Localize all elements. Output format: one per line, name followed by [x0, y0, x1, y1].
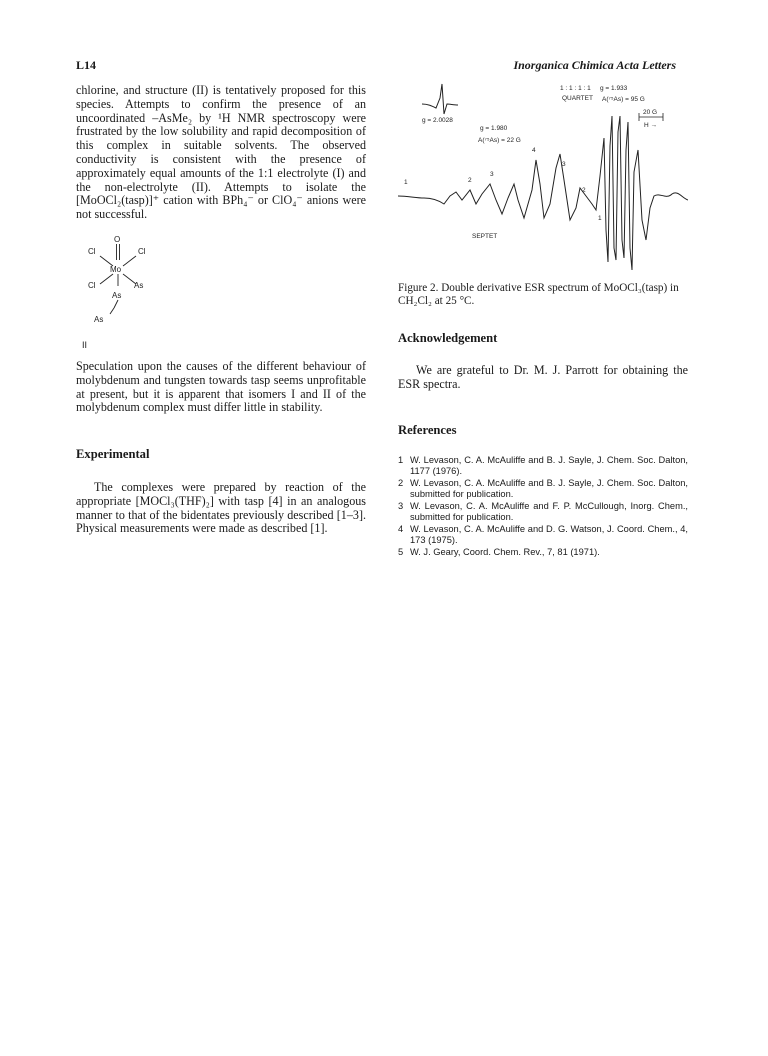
peak-label-3: 3 [490, 171, 494, 178]
peak-label-1: 1 [404, 179, 408, 186]
structure-as-1: As [134, 281, 144, 290]
paragraph-experimental: The complexes were prepared by reaction of the appropriate [MOCl₃(THF)₂] with tasp [4] in an analogous manner to that of the bidentates previously described [1–3]. Physical measurements were made as described [1]. [76, 479, 366, 536]
spectrum-trace [398, 116, 688, 270]
esr-spectrum-figure [398, 80, 688, 280]
label-a-22g: A(⁷⁵As) = 22 G [478, 137, 521, 144]
label-field-direction: H → [644, 122, 657, 129]
label-scale-20g: 20 G [643, 109, 658, 116]
peak-label-2: 2 [468, 177, 472, 184]
acknowledgement-text: We are grateful to Dr. M. J. Parrott for obtaining the ESR spectra. [398, 362, 688, 391]
reference-text: W. Levason, C. A. McAuliffe and B. J. Sayle, J. Chem. Soc. Dalton, 1177 (1976). [410, 455, 688, 477]
reference-text: W. J. Geary, Coord. Chem. Rev., 7, 81 (1971). [410, 547, 600, 558]
reference-signal-trace [422, 84, 458, 114]
reference-item [398, 478, 688, 500]
label-g-2-0028: g = 2.0028 [422, 117, 453, 124]
peak-label-3b: 3 [562, 161, 566, 168]
reference-list [398, 455, 688, 558]
left-column-lower [76, 360, 366, 536]
figure-caption: Figure 2. Double derivative ESR spectrum of MoOCl₃(tasp) in CH₂Cl₂ at 25 °C. [398, 282, 679, 307]
reference-number: 1 [398, 455, 404, 466]
paragraph-speculation: Speculation upon the causes of the different behaviour of molybdenum and tungsten towards tasp seems unprofitable at present, but it is apparent that isomers I and II of the molybdenum complex must differ little in stability. [76, 359, 366, 415]
structure-bonds [100, 244, 136, 314]
structure-o: O [114, 235, 121, 244]
reference-item [398, 455, 688, 477]
paragraph-chlorine: chlorine, and structure (II) is tentatively proposed for this species. Attempts to confirm the presence of an uncoordinated –AsMe₂ by ¹H NMR spectroscopy were frustrated by the low solubility and rapid decomposition of this complex in suitable solvents. The observed conductivity is consistent with the presence of approximately equal amounts of the 1:1 electrolyte (I) and the non-electrolyte (II). Attempts to isolate the [MoOCl₂(tasp)]⁺ cation with BPh₄⁻ or ClO₄⁻ anions were not successful. [76, 83, 366, 222]
label-quartet-ratio: 1 : 1 : 1 : 1 [560, 85, 591, 92]
right-column [398, 332, 688, 559]
structure-cl-1: Cl [88, 247, 96, 256]
reference-text: W. Levason, C. A. McAuliffe and B. J. Sayle, J. Chem. Soc. Dalton, submitted for publication. [410, 478, 688, 500]
peak-label-4: 4 [532, 147, 536, 154]
experimental-heading: Experimental [76, 447, 150, 462]
structure-as-3: As [94, 315, 104, 324]
reference-number: 2 [398, 478, 404, 489]
peak-label-2b: 2 [582, 187, 586, 194]
reference-item [398, 524, 688, 546]
reference-text: W. Levason, C. A. McAuliffe and D. G. Watson, J. Coord. Chem., 4, 173 (1975). [410, 524, 688, 546]
reference-text: W. Levason, C. A. McAuliffe and F. P. McCullough, Inorg. Chem., submitted for publication. [410, 501, 688, 523]
structure-mo: Mo [110, 265, 122, 274]
structure-cl-3: Cl [88, 281, 96, 290]
structure-label: II [82, 340, 88, 350]
label-a-95g: A(⁷⁵As) = 95 G [602, 96, 645, 103]
structure-ii-diagram [76, 230, 196, 350]
reference-item [398, 501, 688, 523]
journal-title: Inorganica Chimica Acta Letters [513, 58, 676, 72]
label-g-1-933: g = 1.933 [600, 85, 628, 92]
acknowledgement-heading: Acknowledgement [398, 331, 498, 345]
reference-number: 4 [398, 524, 404, 535]
page-number: L14 [76, 58, 97, 72]
reference-number: 5 [398, 547, 404, 558]
label-quartet: QUARTET [562, 95, 593, 102]
references-heading: References [398, 423, 457, 438]
reference-item [398, 547, 688, 558]
structure-cl-2: Cl [138, 247, 146, 256]
peak-label-1b: 1 [598, 215, 602, 222]
label-g-1-980: g = 1.980 [480, 125, 508, 132]
reference-number: 3 [398, 501, 404, 512]
structure-as-2: As [112, 291, 122, 300]
left-column [76, 84, 366, 222]
label-septet: SEPTET [472, 233, 498, 240]
